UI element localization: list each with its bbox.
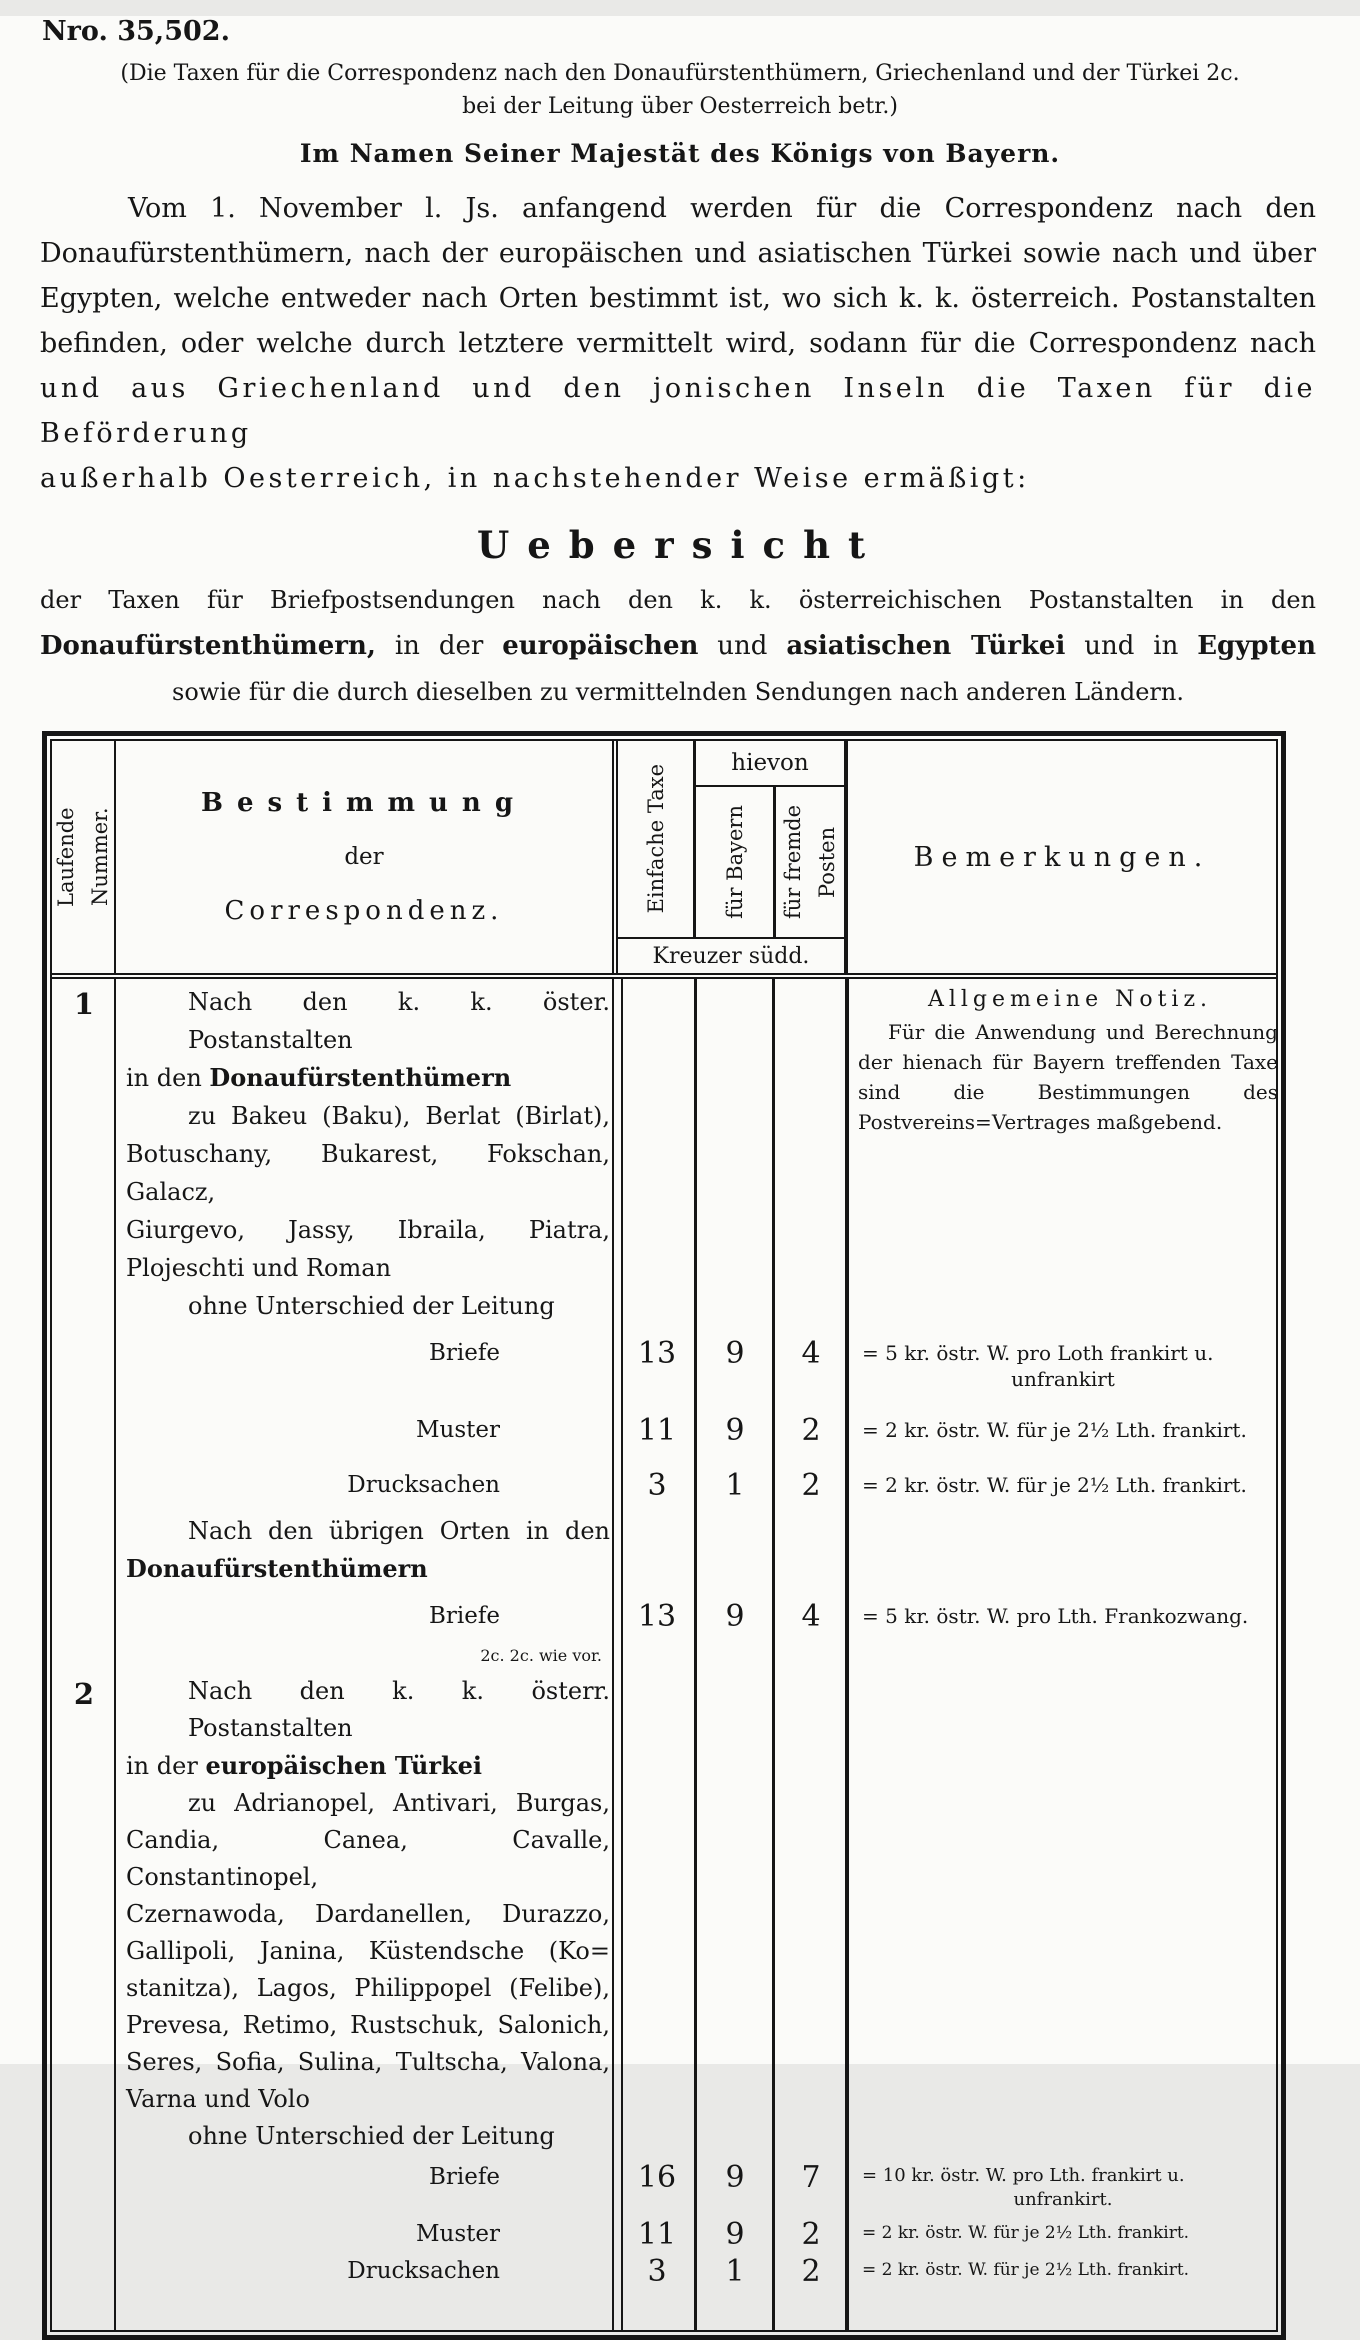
entry-remark xyxy=(848,1600,1276,1629)
header-fuer-fremde-posten-label: für fremde Posten xyxy=(781,804,839,920)
table-desc-line xyxy=(116,2044,618,2081)
entry-remark xyxy=(848,2161,1276,2212)
subtitle-segment: und xyxy=(698,631,787,661)
row-number: 2 xyxy=(73,1677,95,1711)
desc-segment: 2c. 2c. wie vor. xyxy=(480,1646,602,1665)
body-text-line: Vom 1. November l. Js. anfangend werden für die Correspondenz nach den xyxy=(128,193,1316,224)
body-text-line: Egypten, welche entweder nach Orten bestimmt ist, wo sich k. k. österreich. Postanstalten xyxy=(40,283,1316,314)
value-bayern: 1 xyxy=(725,1468,745,1503)
value-einfache-taxe: 3 xyxy=(647,1468,667,1503)
table-desc-line xyxy=(116,1673,618,1747)
table-desc-line xyxy=(116,1785,618,1822)
body-text-line: befinden, oder welche durch letztere vermittelt wird, sodann für die Correspondenz nach xyxy=(40,328,1316,359)
value-bayern: 9 xyxy=(725,1413,745,1448)
entry-label: Muster xyxy=(415,1417,500,1443)
remark-line: = 2 kr. östr. W. für je 2½ Lth. frankirt. xyxy=(862,1473,1247,1497)
body-text-line: außerhalb Oesterreich, in nachstehender Weise ermäßigt: xyxy=(40,463,1030,494)
entry-remark xyxy=(848,1337,1276,1392)
column-divider-bayern xyxy=(772,979,775,2330)
table-desc-line xyxy=(116,1135,618,1211)
header-einfache-taxe xyxy=(618,741,696,937)
subtitle-segment: und in xyxy=(1065,631,1198,661)
value-einfache-taxe: 11 xyxy=(637,1413,677,1448)
desc-segment: stanitza), Lagos, Philippopel (Felibe), xyxy=(126,1974,610,2002)
desc-segment: zu Adrianopel, Antivari, Burgas, xyxy=(188,1789,610,1817)
value-fremde: 2 xyxy=(801,2254,821,2289)
overview-heading: Uebersicht xyxy=(476,523,884,567)
header-hievon-group xyxy=(696,741,848,937)
subtitle-line-2 xyxy=(40,623,1316,669)
header-bestimmung-line1: Bestimmung xyxy=(200,788,528,818)
desc-segment: Seres, Sofia, Sulina, Tultscha, Valona, xyxy=(126,2048,610,2076)
remark-line: = 5 kr. östr. W. pro Lth. Frankozwang. xyxy=(862,1604,1249,1628)
value-fremde: 2 xyxy=(801,2217,821,2252)
value-einfache-taxe: 11 xyxy=(637,2217,677,2252)
entry-remark xyxy=(848,1469,1276,1498)
table-header xyxy=(52,741,1276,979)
remark-line: = 2 kr. östr. W. für je 2½ Lth. frankirt. xyxy=(862,1418,1247,1442)
header-fuer-bayern xyxy=(696,787,776,937)
column-divider-taxe xyxy=(694,979,697,2330)
header-bestimmung xyxy=(116,741,618,973)
desc-segment: Plojeschti und Roman xyxy=(126,1254,392,1282)
table-desc-line xyxy=(116,2118,618,2155)
subject-line-1: (Die Taxen für die Correspondenz nach den Donaufürstenthümern, Griechenland und der Türkei 2c. xyxy=(120,61,1240,86)
header-bestimmung-line3: Correspondenz. xyxy=(224,896,504,926)
row-number: 1 xyxy=(73,987,95,1021)
desc-segment: Nach den k. k. öster. Postanstalten xyxy=(188,988,610,1054)
table-body xyxy=(52,979,1276,2330)
table-desc-line xyxy=(116,1747,618,1785)
body-text-line: und aus Griechenland und den jonischen Inseln die Taxen für die Beförderung xyxy=(40,373,1316,449)
header-unit-row: Kreuzer südd. xyxy=(618,937,848,973)
subtitle-segment: in der xyxy=(375,631,503,661)
table-desc-line xyxy=(116,1550,618,1588)
desc-segment: ohne Unterschied der Leitung xyxy=(188,2122,555,2150)
table-desc-line xyxy=(116,2081,618,2118)
desc-segment: zu Bakeu (Baku), Berlat (Birlat), xyxy=(188,1102,610,1130)
value-einfache-taxe: 3 xyxy=(647,2254,667,2289)
header-bemerkungen: Bemerkungen. xyxy=(913,841,1211,873)
subtitle-segment: asiatischen Türkei xyxy=(786,631,1066,661)
desc-segment: Botuschany, Bukarest, Fokschan, Galacz, xyxy=(126,1140,610,1206)
entry-remark xyxy=(848,1414,1276,1443)
value-fremde: 4 xyxy=(801,1336,821,1371)
desc-segment: Prevesa, Retimo, Rustschuk, Salonich, xyxy=(126,2011,610,2039)
subtitle-segment: europäischen xyxy=(502,631,699,661)
value-fremde: 2 xyxy=(801,1468,821,1503)
subject-line-2: bei der Leitung über Oesterreich betr.) xyxy=(462,94,898,119)
general-note-title: Allgemeine Notiz. xyxy=(927,987,1213,1012)
value-bayern: 1 xyxy=(725,2254,745,2289)
value-bayern: 9 xyxy=(725,2160,745,2195)
decree-body-paragraph xyxy=(40,186,1316,501)
desc-segment: Candia, Canea, Cavalle, Constantinopel, xyxy=(126,1826,610,1891)
column-divider-nr xyxy=(114,979,116,2330)
table-desc-line xyxy=(116,1249,618,1287)
table-desc-line xyxy=(116,1970,618,2007)
desc-segment: Gallipoli, Janina, Küstendsche (Ko= xyxy=(126,1937,610,1965)
desc-segment: Donaufürstenthümern xyxy=(126,1554,428,1583)
value-bayern: 9 xyxy=(725,1336,745,1371)
desc-segment: Varna und Volo xyxy=(126,2085,310,2113)
subtitle-segment: Donaufürstenthümern, xyxy=(40,631,376,661)
document-number: Nro. 35,502. xyxy=(42,16,230,47)
desc-segment: Giurgevo, Jassy, Ibraila, Piatra, xyxy=(126,1216,610,1244)
subtitle-line-3: sowie für die durch dieselben zu vermittelnden Sendungen nach anderen Ländern. xyxy=(172,678,1184,706)
body-text-line: Donaufürstenthümern, nach der europäischen und asiatischen Türkei sowie nach und über xyxy=(40,238,1316,269)
desc-segment: europäischen Türkei xyxy=(205,1751,483,1780)
proclamation-heading: Im Namen Seiner Majestät des Königs von Bayern. xyxy=(299,139,1061,168)
table-outer-frame xyxy=(42,731,1286,2340)
value-einfache-taxe: 13 xyxy=(637,1336,677,1371)
column-divider-desc xyxy=(612,979,623,2330)
value-bayern: 9 xyxy=(725,1599,745,1634)
tariff-table xyxy=(42,731,1286,2340)
desc-segment: Czernawoda, Dardanellen, Durazzo, xyxy=(126,1900,610,1928)
subject-title xyxy=(0,57,1360,123)
table-desc-line xyxy=(116,983,618,1059)
header-fuer-bayern-label: für Bayern xyxy=(722,805,747,919)
table-desc-line xyxy=(116,2007,618,2044)
remark-line: = 2 kr. östr. W. für je 2½ Lth. frankirt. xyxy=(862,2260,1190,2280)
header-einfache-taxe-label: Einfache Taxe xyxy=(643,764,668,914)
table-desc-line xyxy=(116,1896,618,1933)
scanned-decree-page xyxy=(0,16,1360,2289)
desc-segment: in der xyxy=(126,1752,206,1780)
value-einfache-taxe: 16 xyxy=(637,2160,677,2195)
desc-segment: Donaufürstenthümern xyxy=(209,1063,512,1092)
entry-label: Briefe xyxy=(429,1603,500,1629)
header-hievon-columns xyxy=(696,787,844,937)
table-desc-line xyxy=(116,1512,618,1550)
subtitle-line-1: der Taxen für Briefpostsendungen nach den k. k. österreichischen Postanstalten in den xyxy=(40,586,1316,614)
entry-label: Drucksachen xyxy=(347,2258,500,2284)
header-hievon-label: hievon xyxy=(696,741,844,787)
table-row-group xyxy=(52,1669,1276,2290)
entry-label: Briefe xyxy=(429,2164,500,2190)
subtitle-segment: Egypten xyxy=(1197,631,1316,661)
value-einfache-taxe: 13 xyxy=(637,1599,677,1634)
table-desc-line xyxy=(116,1287,618,1325)
overview-subtitle xyxy=(40,577,1316,715)
general-note xyxy=(858,983,1282,1137)
table-desc-line xyxy=(116,1059,618,1097)
table-desc-line xyxy=(116,1933,618,1970)
table-desc-line xyxy=(116,1643,618,1669)
desc-segment: Nach den übrigen Orten in den xyxy=(188,1517,610,1545)
table-inner-frame xyxy=(50,739,1278,2332)
remark-line: unfrankirt xyxy=(1011,1367,1115,1391)
header-laufende-nummer-label: Laufende Nummer. xyxy=(54,807,112,907)
remark-line: = 10 kr. östr. W. pro Lth. frankirt u. xyxy=(862,2165,1185,2186)
remark-line: = 5 kr. östr. W. pro Loth frankirt u. xyxy=(862,1341,1214,1365)
table-desc-line xyxy=(116,1097,618,1135)
table-desc-line xyxy=(116,1211,618,1249)
desc-segment: ohne Unterschied der Leitung xyxy=(188,1292,555,1320)
entry-remark xyxy=(848,2255,1276,2282)
header-laufende-nummer xyxy=(52,741,116,973)
column-divider-fremde xyxy=(845,979,849,2330)
entry-label: Muster xyxy=(415,2221,500,2247)
value-fremde: 2 xyxy=(801,1413,821,1448)
general-note-body: Für die Anwendung und Berechnung der hienach für Bayern treffenden Taxe sind die Bestimmungen des Postvereins=Vertrages maßgebend. xyxy=(858,1020,1278,1134)
remark-line: = 2 kr. östr. W. für je 2½ Lth. frankirt. xyxy=(862,2223,1190,2243)
entry-remark xyxy=(848,2218,1276,2245)
header-fuer-fremde-posten xyxy=(776,787,844,937)
desc-segment: Nach den k. k. österr. Postanstalten xyxy=(188,1677,610,1742)
desc-segment: in den xyxy=(126,1064,210,1092)
table-desc-line xyxy=(116,1822,618,1896)
value-fremde: 7 xyxy=(801,2160,821,2195)
entry-label: Drucksachen xyxy=(347,1472,500,1498)
value-bayern: 9 xyxy=(725,2217,745,2252)
remark-line: unfrankirt. xyxy=(1013,2189,1113,2210)
header-bestimmung-line2: der xyxy=(344,844,384,870)
value-fremde: 4 xyxy=(801,1599,821,1634)
entry-label: Briefe xyxy=(429,1340,500,1366)
